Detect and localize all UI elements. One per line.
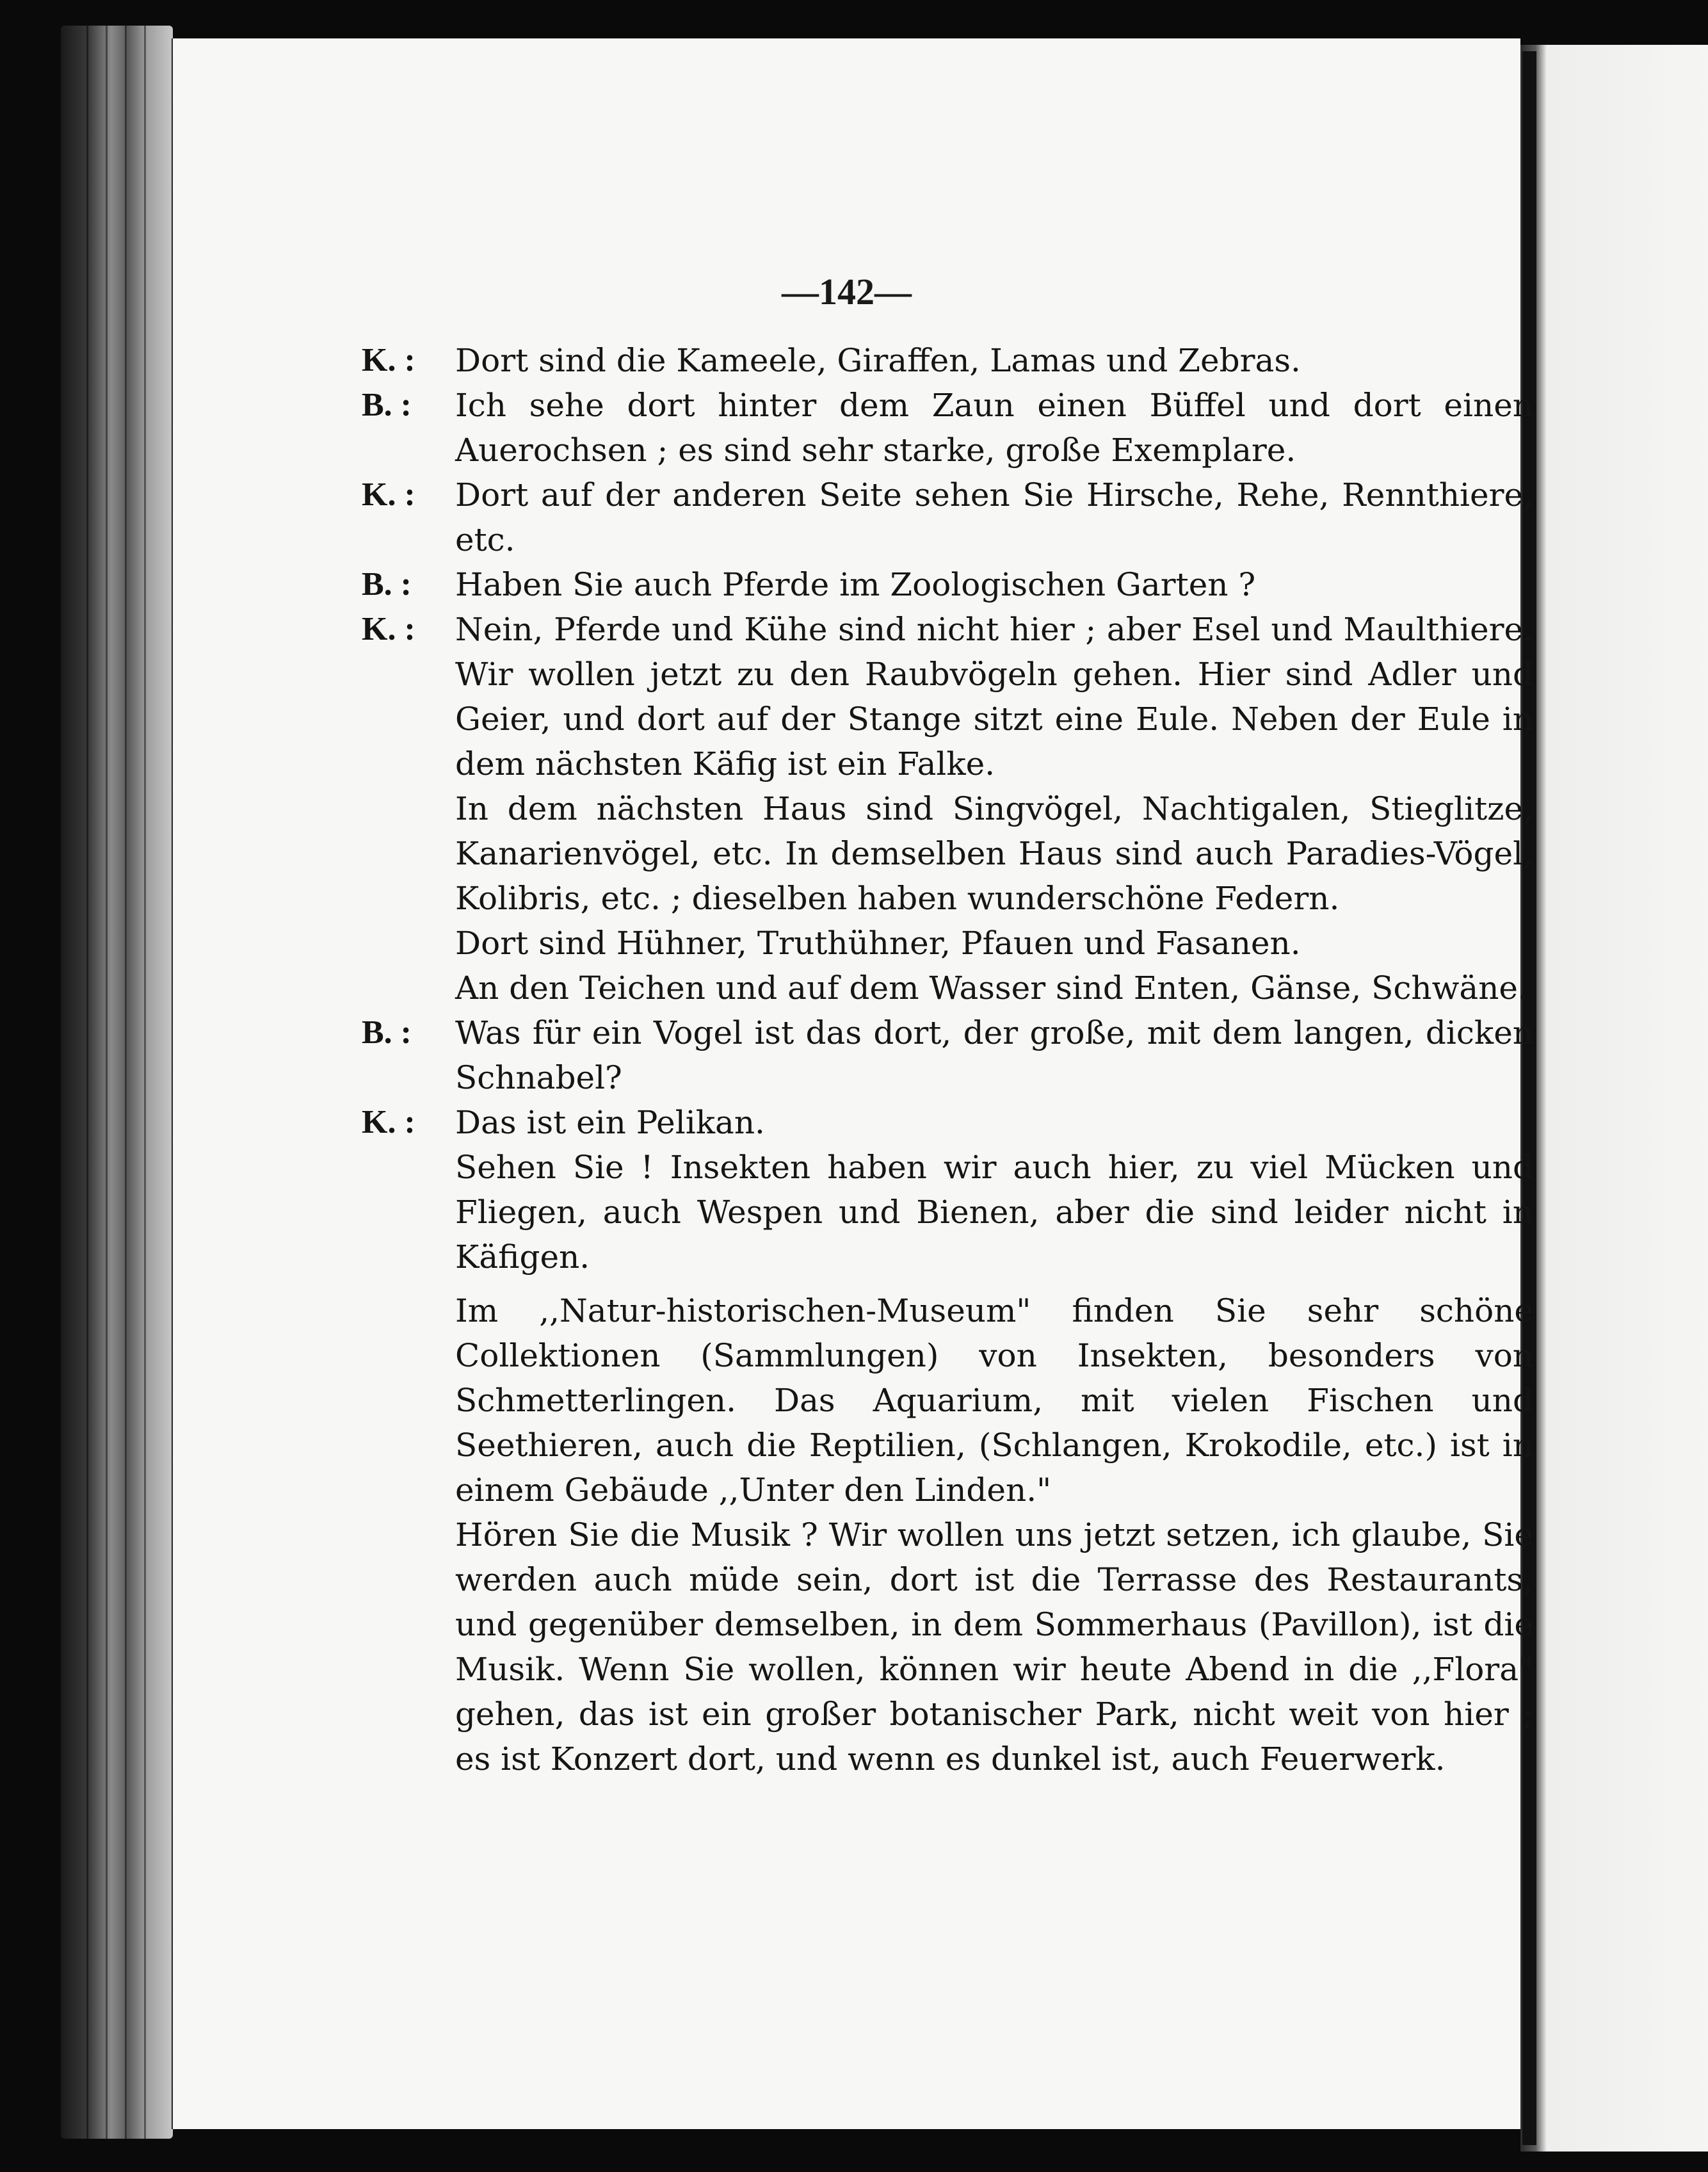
- dialogue-entry: [362, 1100, 1533, 1145]
- speech-text: Dort auf der anderen Seite sehen Sie Hirsche, Rehe, Rennthiere, etc.: [455, 476, 1533, 558]
- speaker-label: K. :: [362, 611, 415, 647]
- dialogue-entry: [362, 607, 1533, 786]
- speech-text: Nein, Pferde und Kühe sind nicht hier ; aber Esel und Maulthiere. Wir wollen jetzt zu den Raubvögeln gehen. Hier sind Adler und Geier, und dort auf der Stange sitzt eine Eule. Neben der Eule in dem nächsten Käfig ist ein Falke.: [455, 611, 1533, 782]
- dialogue-entry: [362, 473, 1533, 562]
- page-text: [362, 338, 1533, 1781]
- speech-text: Haben Sie auch Pferde im Zoologischen Garten ?: [455, 566, 1256, 603]
- paragraph: In dem nächsten Haus sind Singvögel, Nachtigalen, Stieglitze, Kanarienvögel, etc. In demselben Haus sind auch Paradies-Vögel, Kolibris, etc. ; dieselben haben wunderschöne Federn.: [455, 790, 1533, 917]
- paragraph: Dort sind Hühner, Truthühner, Pfauen und Fasanen.: [455, 925, 1301, 962]
- dialogue-entry: [362, 1010, 1533, 1100]
- paragraph: An den Teichen und auf dem Wasser sind Enten, Gänse, Schwäne.: [455, 969, 1528, 1007]
- speech-text: Dort sind die Kameele, Giraffen, Lamas und Zebras.: [455, 342, 1301, 379]
- speaker-label: K. :: [362, 1104, 415, 1140]
- speaker-label: B. :: [362, 387, 412, 423]
- dialogue-entry: [362, 383, 1533, 473]
- speaker-label: K. :: [362, 342, 415, 378]
- speech-text: Was für ein Vogel ist das dort, der große, mit dem langen, dicken Schnabel?: [455, 1014, 1533, 1096]
- paragraph: Im ,,Natur-historischen-Museum" finden Sie sehr schöne Collektionen (Sammlungen) von Insekten, besonders von Schmetterlingen. Das Aquarium, mit vielen Fischen und Seethieren, auch die Reptilien, (Schlangen, Krokodile, etc.) ist in einem Gebäude ,,Unter den Linden.": [455, 1292, 1533, 1509]
- dialogue-entry: [362, 562, 1533, 607]
- speech-text: Ich sehe dort hinter dem Zaun einen Büffel und dort einen Auerochsen ; es sind sehr starke, große Exemplare.: [455, 387, 1533, 469]
- paragraph: Hören Sie die Musik ? Wir wollen uns jetzt setzen, ich glaube, Sie werden auch müde sein, dort ist die Terrasse des Restaurants, und gegenüber demselben, in dem Sommerhaus (Pavillon), ist die Musik. Wenn Sie wollen, können wir heute Abend in die ,,Flora" gehen, das ist ein großer botanischer Park, nicht weit von hier ; es ist Konzert dort, und wenn es dunkel ist, auch Feuerwerk.: [455, 1516, 1533, 1778]
- book-edge-left: [61, 26, 173, 2139]
- speaker-label: K. :: [362, 476, 415, 513]
- book-page: [172, 38, 1533, 2129]
- page-number: —142—: [782, 271, 912, 312]
- paragraph: Sehen Sie ! Insekten haben wir auch hier, zu viel Mücken und Fliegen, auch Wespen und Bienen, aber die sind leider nicht in Käfigen.: [455, 1149, 1533, 1276]
- speaker-label: B. :: [362, 1014, 412, 1051]
- dialogue-entry: [362, 338, 1533, 383]
- facing-page-edge: [1520, 45, 1708, 2152]
- speech-text: Das ist ein Pelikan.: [455, 1104, 765, 1141]
- speaker-label: B. :: [362, 566, 412, 603]
